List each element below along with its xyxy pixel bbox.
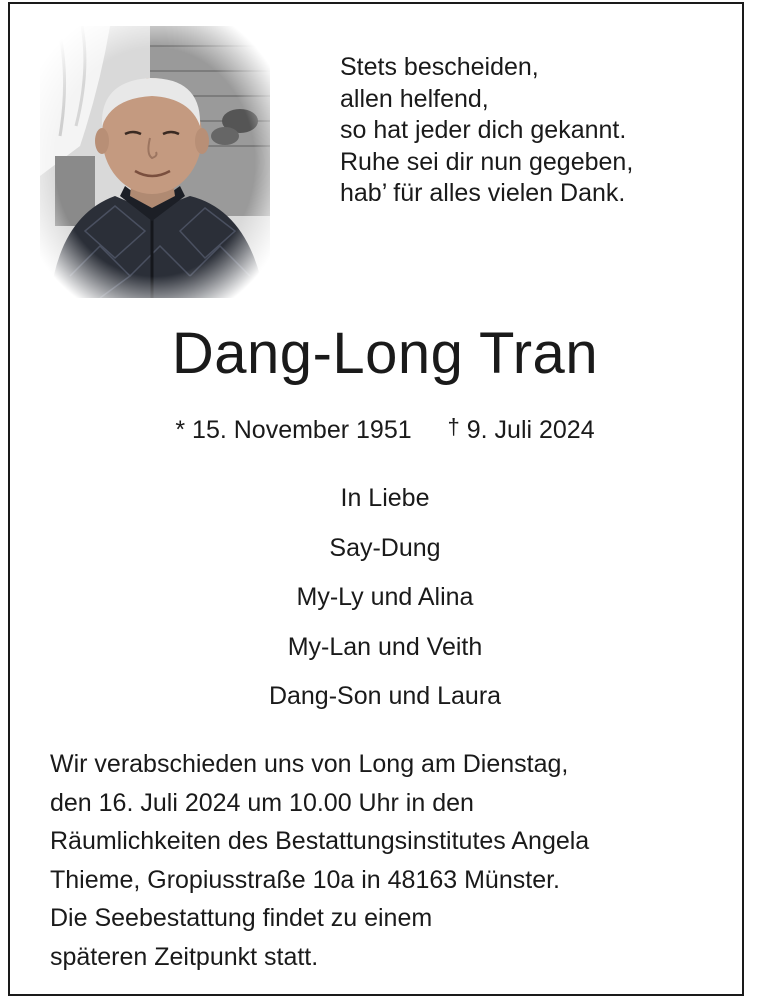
death-cross-icon: † xyxy=(447,414,460,439)
service-line: Wir verabschieden uns von Long am Dienstag, xyxy=(50,750,569,778)
portrait-photo xyxy=(40,26,270,298)
life-dates xyxy=(10,413,758,448)
birth-symbol: * xyxy=(175,416,186,444)
deceased-name: Dang-Long Tran xyxy=(171,321,599,386)
service-information xyxy=(50,745,740,976)
service-line: späteren Zeitpunkt statt. xyxy=(50,942,319,971)
poem-line: Ruhe sei dir nun gegeben, xyxy=(340,147,634,176)
death-date: 9. Juli 2024 xyxy=(466,416,595,444)
service-line: den 16. Juli 2024 um 10.00 Uhr in den xyxy=(50,788,474,817)
poem-line: Stets bescheiden, xyxy=(340,53,539,81)
obituary-frame xyxy=(8,2,744,996)
poem-line: allen helfend, xyxy=(340,84,489,113)
family-member: Dang-Son und Laura xyxy=(268,682,502,710)
service-line: Die Seebestattung findet zu einem xyxy=(50,904,433,932)
portrait-photo-illustration xyxy=(40,26,270,298)
family-member: My-Lan und Veith xyxy=(287,632,483,661)
service-line: Räumlichkeiten des Bestattungsinstitutes Angela xyxy=(50,827,590,855)
service-line: Thieme, Gropiusstraße 10a in 48163 Münster. xyxy=(50,865,560,894)
family-line-intro: In Liebe xyxy=(340,484,430,512)
birth-date: 15. November 1951 xyxy=(192,416,412,444)
poem-line: so hat jeder dich gekannt. xyxy=(340,116,627,144)
family-member: Say-Dung xyxy=(329,533,441,562)
poem-line: hab’ für alles vielen Dank. xyxy=(340,179,626,207)
poem xyxy=(340,52,740,210)
family-signatures xyxy=(10,474,758,722)
family-member: My-Ly und Alina xyxy=(296,583,474,611)
